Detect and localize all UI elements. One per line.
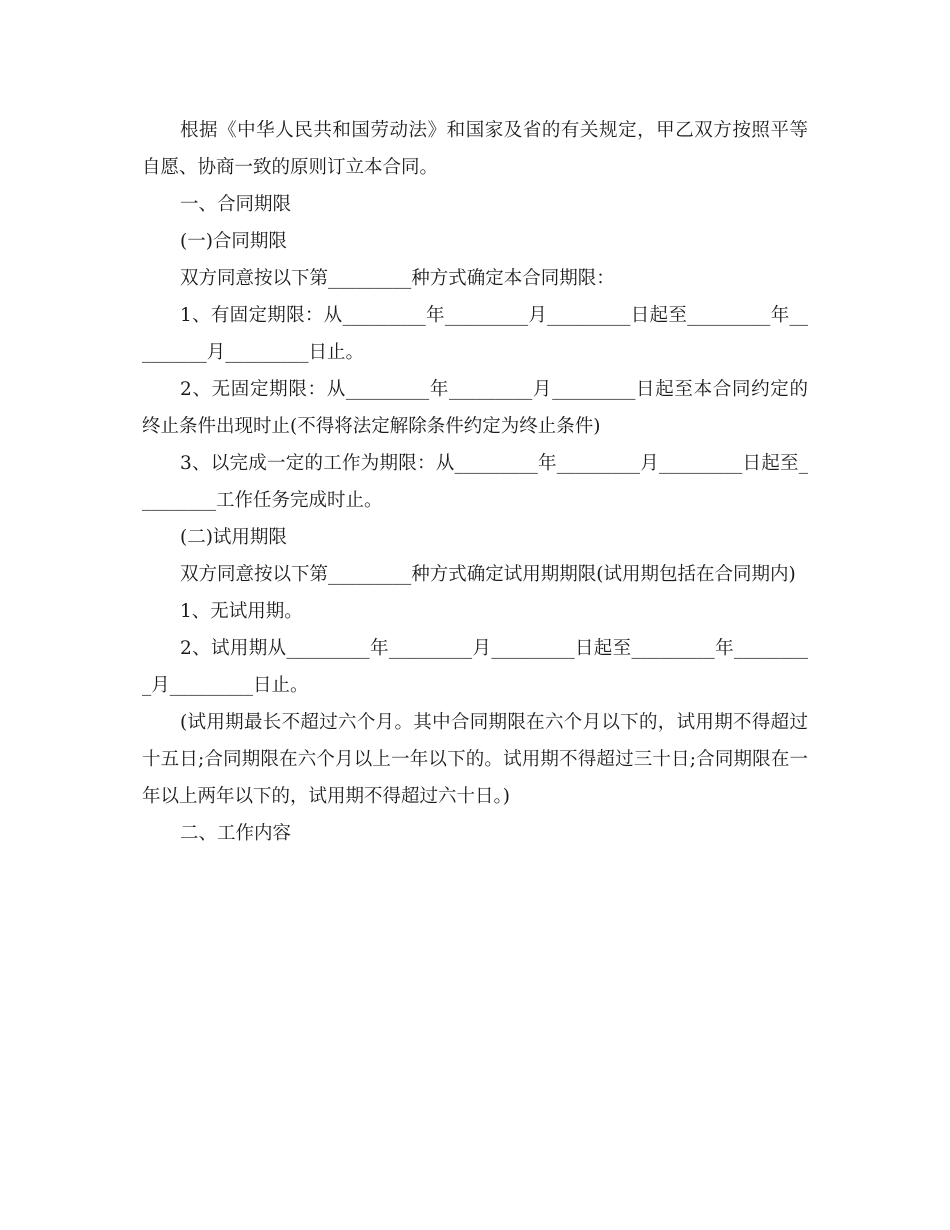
probation-option-none: 1、无试用期。 — [180, 601, 303, 622]
intro-paragraph: 根据《中华人民共和国劳动法》和国家及省的有关规定，甲乙双方按照平等自愿、协商一致的原则订立本合同。 — [142, 120, 808, 178]
section-heading-work-content: 二、工作内容 — [180, 823, 292, 844]
probation-option-period: 2、试用期从_________年_________月_________日起至_________年_________月_________日止。 — [142, 638, 808, 696]
probation-note-paragraph: (试用期最长不超过六个月。其中合同期限在六个月以下的，试用期不得超过十五日;合同期限在六个月以上一年以下的。试用期不得超过三十日;合同期限在一年以上两年以下的，试用期不得超过六十日。) — [142, 712, 808, 807]
term-option-fixed: 1、有固定期限：从_________年_________月_________日起至_________年_________月_________日止。 — [142, 305, 808, 363]
probation-choice-paragraph: 双方同意按以下第_________种方式确定试用期期限(试用期包括在合同期内) — [180, 564, 796, 585]
subsection-heading-contract-term: (一)合同期限 — [180, 231, 287, 252]
term-option-task-based: 3、以完成一定的工作为期限：从_________年_________月_________日起至_________工作任务完成时止。 — [142, 453, 808, 511]
document-body — [142, 112, 808, 852]
section-heading-contract-term: 一、合同期限 — [180, 194, 292, 215]
term-choice-paragraph: 双方同意按以下第_________种方式确定本合同期限： — [180, 268, 615, 289]
subsection-heading-probation: (二)试用期限 — [180, 527, 287, 548]
term-option-open-ended: 2、无固定期限：从_________年_________月_________日起至本合同约定的终止条件出现时止(不得将法定解除条件约定为终止条件) — [142, 379, 808, 437]
